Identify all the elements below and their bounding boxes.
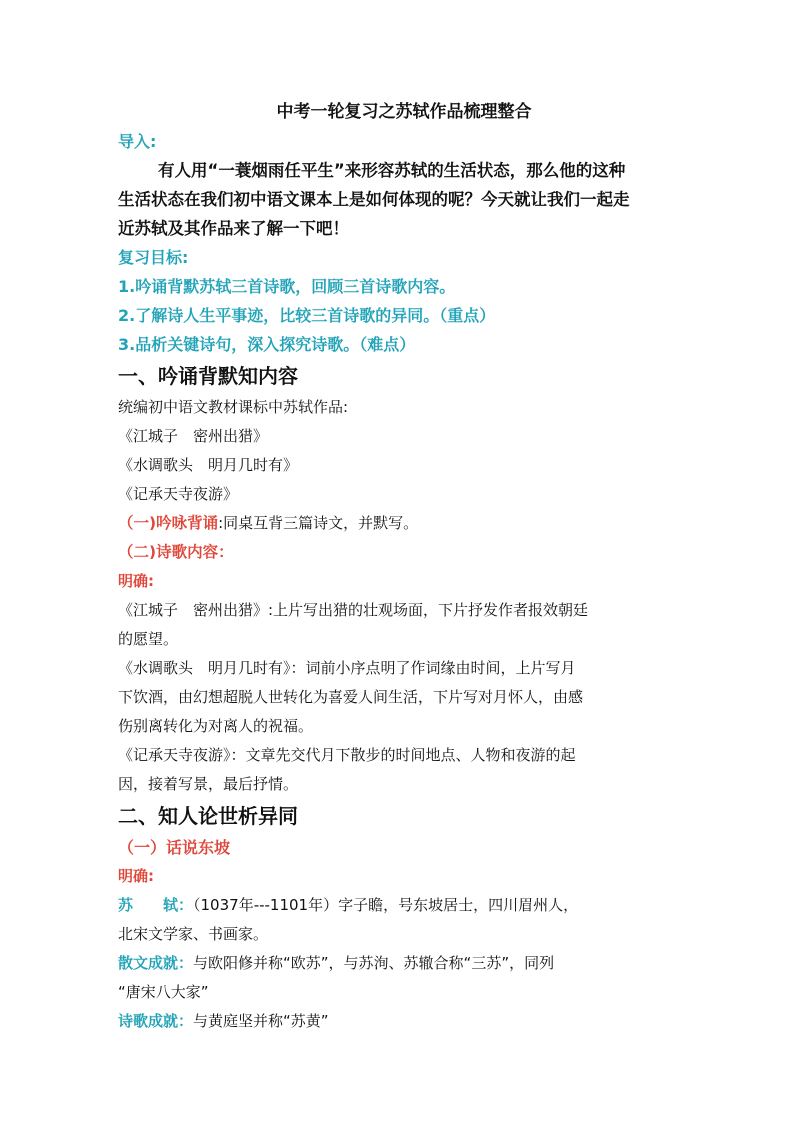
document-page — [118, 98, 690, 1036]
content-line: 《水调歌头 明月几时有》：词前小序点明了作词缘由时间，上片写月 — [118, 659, 576, 677]
work-title: 《江城子 密州出猎》 — [118, 427, 269, 445]
content-line: 因，接着写景，最后抒情。 — [118, 775, 299, 793]
subsection-text: :同桌互背三篇诗文，并默写。 — [218, 514, 419, 532]
section-heading: 一、吟诵背默知内容 — [118, 364, 298, 388]
page-title: 中考一轮复习之苏轼作品梳理整合 — [276, 102, 532, 122]
content-line: 伤别离转化为对离人的祝福。 — [118, 717, 314, 735]
work-title: 《记承天寺夜游》 — [118, 485, 239, 503]
content-line: 下饮酒，由幻想超脱人世转化为喜爱人间生活，下片写对月怀人，由感 — [118, 688, 584, 706]
prose-line: “唐宋八大家” — [118, 983, 209, 1001]
prose-label: 散文成就： — [118, 954, 194, 972]
content-line: 《江城子 密州出猎》:上片写出猎的壮观场面，下片抒发作者报效朝廷 — [118, 601, 589, 619]
bio-line: 北宋文学家、书画家。 — [118, 925, 269, 943]
goal-item: 2.了解诗人生平事迹，比较三首诗歌的异同。（重点） — [118, 306, 496, 325]
goals-label: 复习目标: — [118, 248, 189, 267]
section-heading: 二、知人论世析异同 — [118, 804, 298, 828]
content-line: 的愿望。 — [118, 630, 179, 648]
subsection-label: （二)诗歌内容： — [118, 543, 234, 561]
goal-item: 1.吟诵背默苏轼三首诗歌，回顾三首诗歌内容。 — [118, 277, 456, 296]
poetry-text: 与黄庭坚并称“苏黄” — [193, 1012, 329, 1030]
intro-line: 近苏轼及其作品来了解一下吧！ — [118, 219, 349, 238]
subsection-label: （一）话说东坡 — [118, 838, 231, 857]
intro-line: 有人用“一蓑烟雨任平生”来形容苏轼的生活状态，那么他的这种 — [158, 161, 626, 180]
subsection-recite — [118, 509, 690, 538]
bio-line — [118, 891, 690, 920]
clarify-label: 明确: — [118, 867, 154, 885]
prose-line — [118, 949, 690, 978]
prose-text: 与欧阳修并称“欧苏”，与苏洵、苏辙合称“三苏”，同列 — [193, 954, 555, 972]
clarify-label: 明确: — [118, 572, 154, 590]
bio-label: 苏 轼： — [118, 896, 194, 914]
poetry-label: 诗歌成就： — [118, 1012, 194, 1030]
bio-text: （1037年---1101年）字子瞻，号东坡居士，四川眉州人， — [193, 896, 579, 914]
content-line: 《记承天寺夜游》：文章先交代月下散步的时间地点、人物和夜游的起 — [118, 746, 576, 764]
subsection-label: （一)吟咏背诵 — [118, 514, 219, 532]
works-intro: 统编初中语文教材课标中苏轼作品: — [118, 398, 349, 416]
work-title: 《水调歌头 明月几时有》 — [118, 456, 299, 474]
intro-line: 生活状态在我们初中语文课本上是如何体现的呢？今天就让我们一起走 — [118, 190, 630, 209]
poetry-line — [118, 1007, 690, 1036]
intro-label: 导入: — [118, 132, 157, 151]
goal-item: 3.品析关键诗句，深入探究诗歌。（难点） — [118, 335, 416, 354]
